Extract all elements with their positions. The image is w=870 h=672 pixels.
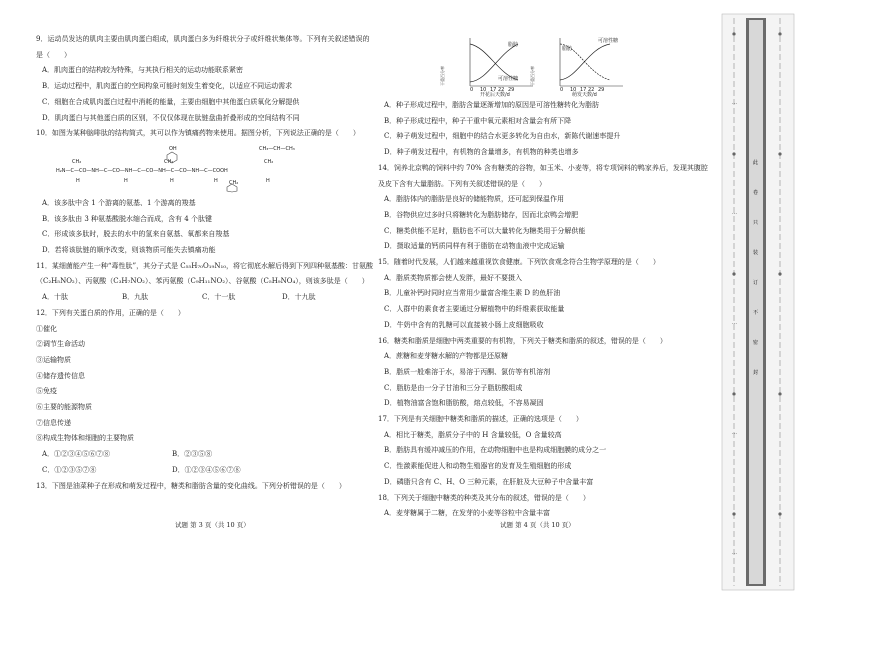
structure-h-5: H (266, 177, 270, 184)
peptide-structure-figure (54, 144, 366, 192)
outer-dots-3: … (732, 320, 737, 326)
q12-option-d: D．①②③④⑤⑥⑦⑧ (172, 465, 241, 474)
q12-item-1: ①催化 (36, 324, 57, 333)
structure-side-4: CH₂ (264, 158, 274, 165)
q11-stem: 11．某细菌能产生一种“毒性肽”，其分子式是 C₅₅H₇₀O₁₉N₁₀，将它彻底水解后得到下列四种氨基酸：甘氨酸 (36, 261, 374, 270)
q14-option-c: C．糖类供能不足时，脂肪也不可以大量转化为糖类用于分解供能 (384, 226, 586, 235)
seal-char-7: 密 (753, 340, 759, 346)
structure-h-4: H (214, 177, 218, 184)
q11-stem-cont: （C₂H₅NO₂）、丙氨酸（C₃H₇NO₂）、苯丙氨酸（C₉H₁₁NO₂）、谷氨酸（C₅H₉NO₄），则该多肽是（ ） (36, 277, 369, 286)
q18-stem: 18．下列关于细胞中糖类的种类及其分布的叙述，错误的是（ ） (378, 493, 590, 502)
q14-option-b: B．谷物供应过多时只将糖转化为脂肪储存，因而北京鸭会增肥 (384, 210, 579, 219)
q12-option-a: A．①②③④⑤⑥⑦⑧ (42, 450, 111, 459)
q11-option-b: B．九肽 (122, 293, 149, 302)
graph2-tick-10: 10 (570, 87, 577, 93)
q9-option-a: A．肌肉蛋白的结构较为特殊，与其执行相关的运动功能联系紧密 (42, 66, 244, 75)
binding-margin (722, 14, 794, 590)
structure-main-chain: H₂N—C—CO—NH—C—CO—NH—C—CO—NH—C—CO—NH—C—COOH (56, 167, 228, 174)
graph-seed-formation (440, 34, 538, 98)
right-page-column (378, 34, 708, 524)
q12-item-3: ③运输物质 (36, 355, 71, 364)
graph1-curve-fat: 脂肪 (508, 42, 519, 48)
graph2-xlabel: 萌发天数/d (572, 92, 597, 98)
structure-oh-label: OH (169, 145, 177, 152)
graph1-xlabel: 开花后天数/d (480, 92, 510, 98)
q12-item-4: ④储存遗传信息 (36, 371, 85, 380)
seal-char-8: 封 (753, 370, 759, 376)
q17-option-d: D．磷脂只含有 C、H、O 三种元素，在肝脏及大豆种子中含量丰富 (384, 477, 594, 486)
structure-side-3: CH₂ (229, 179, 239, 186)
q10-option-c: C．形成该多肽时，脱去的水中的氢来自氨基、氧都来自羧基 (42, 230, 230, 239)
graph2-tick-0: 0 (560, 87, 564, 93)
q11-option-c: C．十一肽 (202, 293, 236, 302)
graph2-tick-22: 22 (588, 87, 595, 93)
structure-isopropyl-label: CH₃—CH—CH₃ (259, 145, 295, 152)
q13-stem: 13．下图是油菜种子在形成和萌发过程中，糖类和脂肪含量的变化曲线。下列分析错误的是（ ） (36, 481, 346, 490)
structure-h-3: H (170, 177, 174, 184)
graph1-ylabel: 干重百分率 (440, 66, 445, 86)
q15-stem: 15．随着时代发展，人们越来越重视饮食健康。下列饮食观念符合生物学原理的是（ ） (378, 258, 660, 267)
q17-option-c: C．性激素能促进人和动物生殖器官的发育及生殖细胞的形成 (384, 462, 572, 471)
q14-stem: 14．饲养北京鸭的饲料中约 70% 含有糖类的谷物，如玉米、小麦等，将专项饲料的鸭家养后，发现其腹腔 (378, 163, 708, 172)
left-page-column (36, 34, 374, 496)
q12-options (36, 449, 366, 459)
peptide-structure-svg (54, 144, 334, 192)
q16-option-c: C．脂肪是由一分子甘油和三分子脂肪酸组成 (384, 383, 523, 392)
q15-option-b: B．儿童补钙时同时应当常用少量富含维生素 D 的鱼肝油 (384, 289, 561, 298)
q13-graphs (378, 34, 708, 96)
q10-option-b: B．该多肽由 3 种氨基酸脱水缩合而成，含有 4 个肽键 (42, 214, 212, 223)
outer-dots-1: … (732, 100, 737, 106)
graph2-curve-sugar: 可溶性糖 (598, 38, 619, 44)
q13-option-c: C．种子萌发过程中，细胞中的结合水更多转化为自由水，新陈代谢速率提升 (384, 132, 621, 141)
graph1-tick-17: 17 (490, 87, 497, 93)
q16-option-d: D．植物油富含饱和脂肪酸，熔点较低，不容易凝固 (384, 399, 544, 408)
seal-char-2: 卷 (753, 190, 759, 196)
q11-options (36, 292, 366, 302)
page-4-footer: 试题 第 4 页（共 10 页） (500, 521, 575, 529)
graph1-tick-0: 0 (470, 87, 474, 93)
structure-side-2: CH₂ (164, 158, 174, 165)
q12-stem: 12．下列有关蛋白质的作用，正确的是（ ） (36, 308, 185, 317)
graph1-tick-22: 22 (498, 87, 505, 93)
seal-char-3: 只 (753, 220, 759, 226)
q12-item-8: ⑧构成生物体和细胞的主要物质 (36, 434, 134, 443)
q17-stem: 17．下列是有关细胞中糖类和脂质的描述，正确的选项是（ ） (378, 415, 583, 424)
outer-dots-5: … (732, 550, 737, 556)
seal-char-6: 不 (753, 310, 759, 316)
q15-option-d: D．牛奶中含有的乳糖可以直接被小肠上皮细胞吸收 (384, 320, 544, 329)
q14-option-d: D．摄取适量的钙质同样有利于脂肪在动物血液中完成运输 (384, 242, 565, 251)
q12-option-b: B．②③⑤⑧ (172, 450, 213, 459)
curve-sugar-formation (470, 44, 518, 80)
outer-dots-2: … (732, 210, 737, 216)
binding-strip-inner (749, 20, 763, 584)
q11-option-d: D．十九肽 (282, 293, 316, 302)
q13-option-a: A．种子形成过程中，脂肪含量逐渐增加的原因是可溶性糖转化为脂肪 (384, 101, 600, 109)
page-3-footer: 试题 第 3 页（共 10 页） (175, 521, 250, 529)
graph2-curve-fat: 脂肪 (562, 46, 573, 52)
q12-item-2: ②调节生命活动 (36, 340, 85, 349)
seal-char-4: 装 (753, 250, 759, 256)
q16-option-a: A．蔗糖和麦芽糖水解的产物都是还原糖 (384, 352, 509, 361)
outer-dots-4: … (732, 430, 737, 436)
q9-stem: 9．运动员发达的肌肉主要由肌肉蛋白组成，肌肉蛋白多为纤维状分子或纤维状集体等。下列有关叙述错误的 (36, 35, 370, 43)
q14-stem-cont: 及皮下含有大量脂肪。下列有关叙述错误的是（ ） (378, 179, 546, 188)
q12-item-7: ⑦信息传递 (36, 418, 71, 427)
q16-stem: 16．糖类和脂质是细胞中两类重要的有机物，下列关于糖类和脂质的叙述，错误的是（ ） (378, 336, 667, 345)
graph-seed-germination (530, 34, 628, 98)
q9-stem-cont: 是（ ） (36, 50, 71, 59)
q14-option-a: A．脂肪体内的脂肪是良好的储能物质，还可起到保温作用 (384, 195, 565, 204)
q16-option-b: B．脂质一般难溶于水，易溶于丙酮、氯仿等有机溶剂 (384, 367, 551, 376)
structure-h-1: H (76, 177, 80, 184)
q9-option-b: B．运动过程中，肌肉蛋白的空间构象可能时刻发生着变化，以适应不同运动需求 (42, 82, 293, 91)
q15-option-a: A．脂质类物质都会使人发胖，最好不要摄入 (384, 273, 523, 282)
q10-option-a: A．该多肽中含 1 个游离的氨基、1 个游离的羧基 (42, 198, 196, 207)
seal-char-5: 订 (753, 280, 759, 286)
graph1-curve-sugar: 可溶性糖 (498, 76, 519, 82)
q12-options-2 (36, 465, 366, 475)
q10-stem: 10．如图为某种脑啡肽的结构简式，其可以作为镇痛药物来使用。据图分析，下列说法正确的是（ ） (36, 129, 360, 138)
q15-option-c: C．人群中的素食者主要通过分解植物中的纤维素获取能量 (384, 305, 565, 314)
graph2-tick-29: 29 (598, 87, 605, 93)
q12-item-5: ⑤免疫 (36, 387, 57, 396)
graph2-tick-17: 17 (580, 87, 587, 93)
structure-h-2: H (124, 177, 128, 184)
q9-option-d: D．肌肉蛋白与其他蛋白质的区别，不仅仅体现在肽链盘曲折叠形成的空间结构不同 (42, 113, 300, 122)
q12-option-c: C．①②③⑤⑦⑧ (42, 465, 97, 474)
q18-option-a: A．麦芽糖属于二糖，在发芽的小麦等谷粒中含量丰富 (384, 509, 551, 518)
graph2-ylabel: 干重百分率 (530, 66, 535, 86)
q12-item-6: ⑥主要的能源物质 (36, 403, 92, 412)
q10-option-d: D．若将该肽链的顺序改变，则该物质可能失去镇痛功能 (42, 246, 216, 255)
graph1-tick-10: 10 (480, 87, 487, 93)
q13-option-d: D．种子萌发过程中，有机物的含量增多，有机物的种类也增多 (384, 148, 579, 157)
q13-option-b: B．种子形成过程中，种子干重中氧元素相对含量会有所下降 (384, 116, 572, 125)
graph1-tick-29: 29 (508, 87, 515, 93)
q17-option-a: A．相比于糖类，脂质分子中的 H 含量较低，O 含量较高 (384, 430, 562, 439)
q9-option-c: C．细胞在合成肌肉蛋白过程中消耗的能量，主要由细胞中其他蛋白质氧化分解提供 (42, 97, 300, 106)
q17-option-b: B．脂肪具有缓冲减压的作用，在动物细胞中也是构成细胞膜的成分之一 (384, 446, 607, 455)
q11-option-a: A．十肽 (42, 293, 69, 302)
seal-char-1: 此 (753, 160, 759, 166)
structure-side-1: CH₂ (72, 158, 82, 165)
